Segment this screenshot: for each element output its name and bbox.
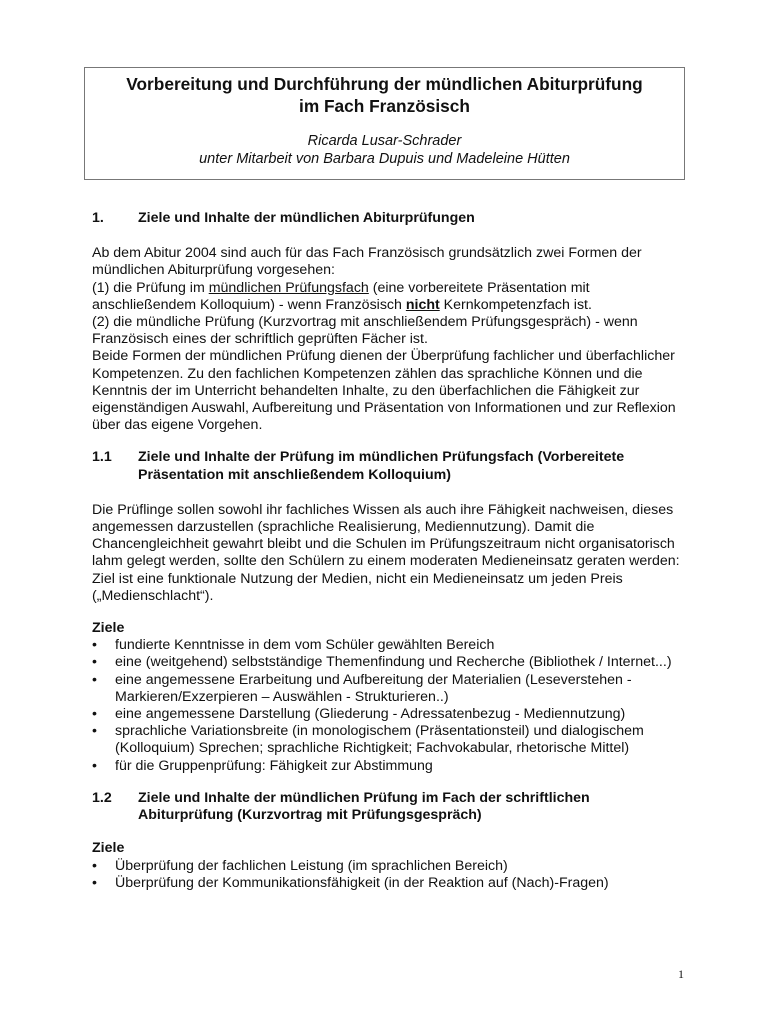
list-item: • Überprüfung der Kommunikationsfähigkeit (in der Reaktion auf (Nach)-Fragen) xyxy=(92,875,688,892)
ziele-label: Ziele xyxy=(92,620,125,637)
item-1-text-middle: (eine vorbereitete Präsentation mit anschließendem Kolloquium) - wenn Französisch xyxy=(92,279,590,313)
list-item: • eine angemessene Darstellung (Gliederung - Adressatenbezug - Mediennutzung) xyxy=(92,706,688,723)
page-number: 1 xyxy=(678,967,684,981)
coauthors: unter Mitarbeit von Barbara Dupuis und Madeleine Hütten xyxy=(199,151,570,167)
list-item: • eine angemessene Erarbeitung und Aufbereitung der Materialien (Leseverstehen - Markieren/Exzerpieren – Auswählen - Strukturieren..) xyxy=(92,672,688,706)
section-1-item-2: (2) die mündliche Prüfung (Kurzvortrag mit anschließendem Prüfungsgespräch) - wenn Französisch eines der schriftlich geprüften Fächer ist. xyxy=(92,314,638,348)
list-item: • eine (weitgehend) selbstständige Themenfindung und Recherche (Bibliothek / Internet...) xyxy=(92,654,688,671)
section-number: 1.1 xyxy=(92,449,112,466)
document-title-line-2: im Fach Französisch xyxy=(299,96,470,116)
author: Ricarda Lusar-Schrader xyxy=(307,133,462,149)
item-1-text-end: Kernkompetenzfach ist. xyxy=(439,296,592,313)
list-item: • sprachliche Variationsbreite (in monologischem (Präsentationsteil) und dialogischem (Kolloquium) Sprechen; sprachliche Richtigkeit; Fachvokabular, rhetorische Mittel) xyxy=(92,723,688,757)
section-1-1-heading xyxy=(92,449,688,483)
section-1-2-heading xyxy=(92,790,688,824)
section-1-1-paragraph: Die Prüflinge sollen sowohl ihr fachliches Wissen als auch ihre Fähigkeit nachweisen, dieses angemessen darzustellen (sprachliche Realisierung, Mediennutzung). Damit die Chancengleichheit gewahrt bleibt und die Schulen im Prüfungszeitraum nicht organisatorisch lahm gelegt werden, sollte den Schülern zu einem moderaten Medieneinsatz geraten werden: Ziel ist eine funktionale Nutzung der Medien, nicht ein Medieneinsatz um jeden Preis („Medienschlacht“). xyxy=(92,501,680,604)
section-1-item-1 xyxy=(92,280,688,314)
document-title-line-1: Vorbereitung und Durchführung der mündlichen Abiturprüfung xyxy=(126,74,643,94)
document-body xyxy=(92,210,688,892)
section-1-intro: Ab dem Abitur 2004 sind auch für das Fach Französisch grundsätzlich zwei Formen der mündlichen Abiturprüfung vorgesehen: xyxy=(92,245,642,279)
title-box xyxy=(84,67,685,180)
section-1-paragraph: Beide Formen der mündlichen Prüfung dienen der Überprüfung fachlicher und überfachlicher Kompetenzen. Zu den fachlichen Kompetenzen zählen das sprachliche Können und die Kenntnis der im Unterricht behandelten Inhalte, zu den überfachlichen die Fähigkeit zur eigenständigen Auswahl, Aufbereitung und Präsentation von Informationen und zur Reflexion über das eigene Vorgehen. xyxy=(92,348,676,434)
list-item: • fundierte Kenntnisse in dem vom Schüler gewählten Bereich xyxy=(92,637,688,654)
ziele-list xyxy=(92,858,688,892)
section-title: Ziele und Inhalte der mündlichen Prüfung im Fach der schriftlichen Abiturprüfung (Kurzvortrag mit Prüfungsgespräch) xyxy=(138,789,590,824)
section-number: 1.2 xyxy=(92,789,112,806)
emphasis-nicht: nicht xyxy=(405,296,440,313)
section-number: 1. xyxy=(92,210,104,226)
ziele-list xyxy=(92,637,688,775)
section-title: Ziele und Inhalte der mündlichen Abiturprüfungen xyxy=(138,210,475,226)
section-1-heading xyxy=(92,210,688,227)
underlined-term: mündlichen Prüfungsfach xyxy=(208,279,369,296)
list-item: • für die Gruppenprüfung: Fähigkeit zur Abstimmung xyxy=(92,758,688,775)
list-item: • Überprüfung der fachlichen Leistung (im sprachlichen Bereich) xyxy=(92,858,688,875)
section-title: Ziele und Inhalte der Prüfung im mündlichen Prüfungsfach (Vorbereitete Präsentation mit anschließendem Kolloquium) xyxy=(138,449,625,483)
ziele-label: Ziele xyxy=(92,840,125,857)
item-1-text-start: (1) die Prüfung im xyxy=(92,279,209,296)
